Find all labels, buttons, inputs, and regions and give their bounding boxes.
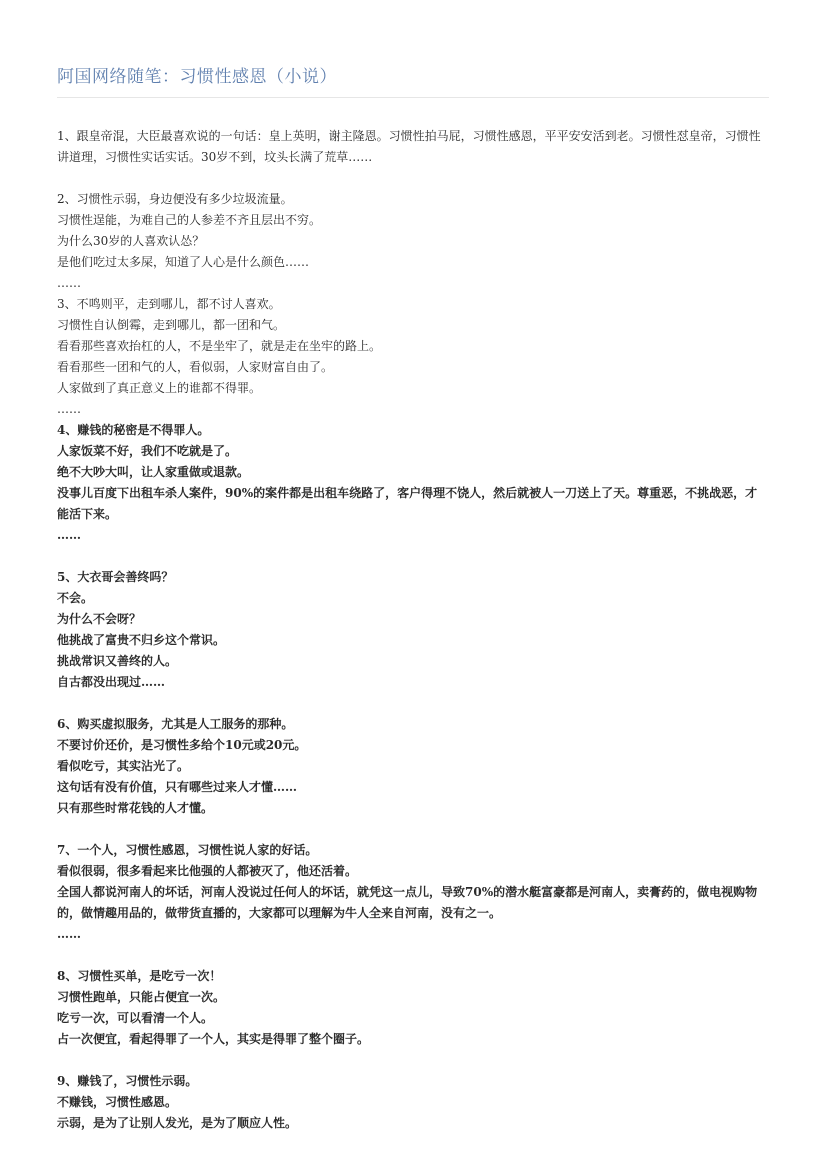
paragraph-line: 3、不鸣则平，走到哪儿，都不讨人喜欢。	[57, 297, 281, 311]
blank-line	[57, 819, 769, 840]
blank-line	[57, 168, 769, 189]
paragraph-line: 8、习惯性买单，是吃亏一次！	[57, 969, 222, 983]
paragraph-line: 自古都没出现过……	[57, 675, 166, 689]
paragraph-line: 不要讨价还价，是习惯性多给个10元或20元。	[57, 738, 307, 752]
paragraph-line: 是他们吃过太多屎，知道了人心是什么颜色……	[57, 255, 310, 269]
paragraph-line: 习惯性逞能，为难自己的人参差不齐且层出不穷。	[57, 213, 322, 227]
paragraph-line: 示弱，是为了让别人发光，是为了顺应人性。	[57, 1116, 298, 1130]
paragraph-line: ……	[57, 927, 81, 941]
paragraph-line: 4、赚钱的秘密是不得罪人。	[57, 423, 210, 437]
paragraph-line: ……	[57, 402, 81, 416]
paragraph-line: 为什么30岁的人喜欢认怂？	[57, 234, 205, 248]
article-body	[57, 126, 769, 1134]
paragraph-line: 只有那些时常花钱的人才懂。	[57, 801, 214, 815]
paragraph-line: 看看那些喜欢抬杠的人，不是坐牢了，就是走在坐牢的路上。	[57, 339, 382, 353]
blank-line	[57, 945, 769, 966]
paragraph-line: 1、跟皇帝混，大臣最喜欢说的一句话：皇上英明，谢主隆恩。习惯性拍马屁，习惯性感恩，平平安安活到老。习惯性怼皇帝，习惯性讲道理，习惯性实话实话。30岁不到，坟头长满了荒草……	[57, 129, 761, 164]
paragraph-line: 占一次便宜，看起得罪了一个人，其实是得罪了整个圈子。	[57, 1032, 370, 1046]
paragraph-line: 2、习惯性示弱，身边便没有多少垃圾流量。	[57, 192, 293, 206]
paragraph-line: 不赚钱，习惯性感恩。	[57, 1095, 178, 1109]
paragraph-line: 人家做到了真正意义上的谁都不得罪。	[57, 381, 262, 395]
blank-line	[57, 693, 769, 714]
paragraph-line: 习惯性跑单，只能占便宜一次。	[57, 990, 226, 1004]
paragraph-line: 人家饭菜不好，我们不吃就是了。	[57, 444, 238, 458]
paragraph-line: 习惯性自认倒霉，走到哪儿，都一团和气。	[57, 318, 286, 332]
paragraph-line: 全国人都说河南人的坏话，河南人没说过任何人的坏话，就凭这一点儿，导致70%的潜水艇富豪都是河南人，卖膏药的，做电视购物的，做情趣用品的，做带货直播的，大家都可以理解为牛人全来自河南，没有之一。	[57, 885, 758, 920]
paragraph-line: ……	[57, 528, 81, 542]
paragraph-line: 没事儿百度下出租车杀人案件，90%的案件都是出租车绕路了，客户得理不饶人，然后就被人一刀送上了天。尊重恶，不挑战恶，才能活下来。	[57, 486, 758, 521]
paragraph-line: 6、购买虚拟服务，尤其是人工服务的那种。	[57, 717, 294, 731]
article-title: 阿国网络随笔：习惯性感恩（小说）	[57, 67, 337, 87]
paragraph-line: 9、赚钱了，习惯性示弱。	[57, 1074, 198, 1088]
paragraph-line: 看似很弱，很多看起来比他强的人都被灭了，他还活着。	[57, 864, 358, 878]
paragraph-line: 挑战常识又善终的人。	[57, 654, 178, 668]
paragraph-line: 不会。	[57, 591, 94, 605]
paragraph-line: 他挑战了富贵不归乡这个常识。	[57, 633, 226, 647]
paragraph-line: 吃亏一次，可以看清一个人。	[57, 1011, 214, 1025]
paragraph-line: 7、一个人，习惯性感恩，习惯性说人家的好话。	[57, 843, 318, 857]
blank-line	[57, 546, 769, 567]
paragraph-line: 看似吃亏，其实沾光了。	[57, 759, 190, 773]
blank-line	[57, 1050, 769, 1071]
paragraph-line: 看看那些一团和气的人，看似弱，人家财富自由了。	[57, 360, 334, 374]
paragraph-line: 绝不大吵大叫，让人家重做或退款。	[57, 465, 250, 479]
title-divider	[57, 97, 769, 98]
paragraph-line: 5、大衣哥会善终吗？	[57, 570, 174, 584]
paragraph-line: 为什么不会呀？	[57, 612, 142, 626]
paragraph-line: ……	[57, 276, 81, 290]
paragraph-line: 这句话有没有价值，只有哪些过来人才懂……	[57, 780, 298, 794]
